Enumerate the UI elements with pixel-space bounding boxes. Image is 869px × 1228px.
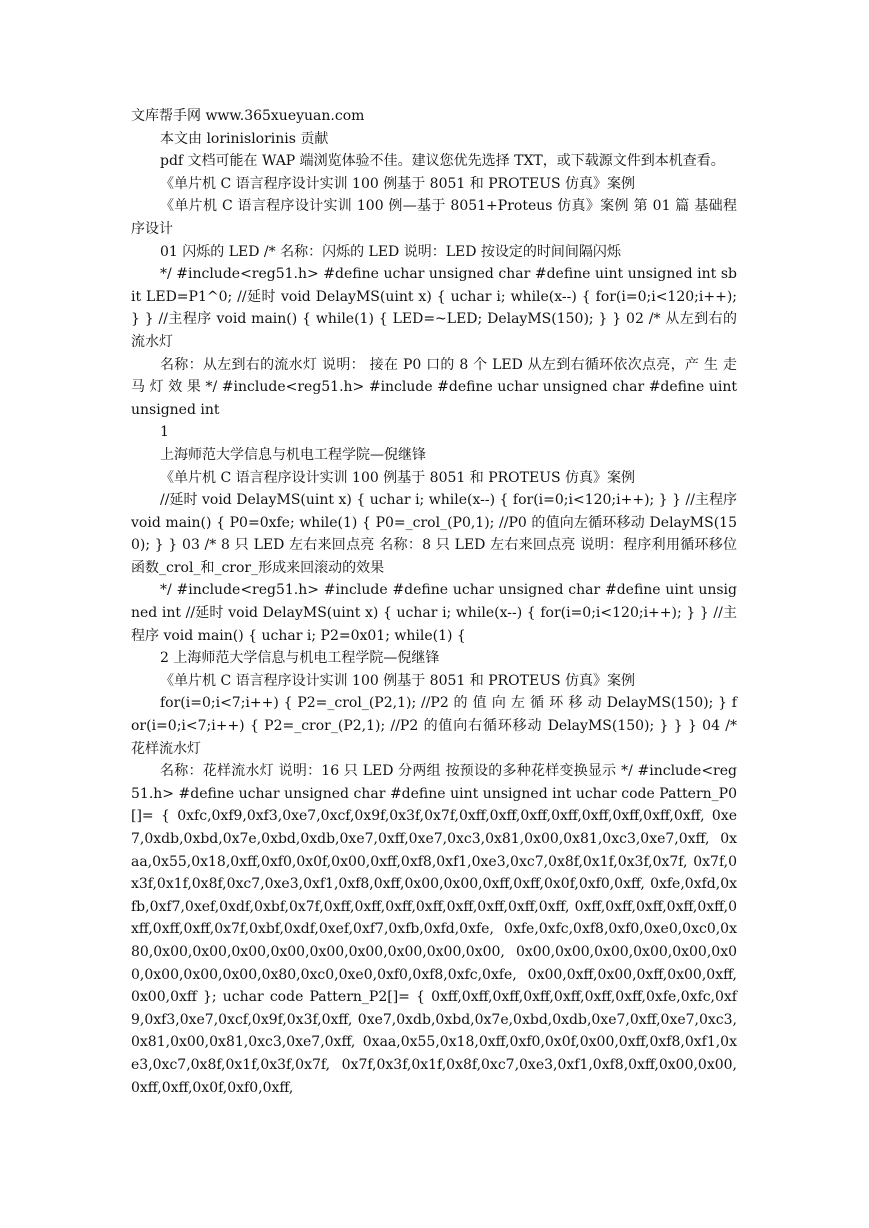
book-title-line: 《单片机 C 语言程序设计实训 100 例基于 8051 和 PROTEUS 仿真》案例 [160, 672, 636, 689]
site-header: 文库帮手网 www.365xueyuan.com [131, 108, 365, 124]
document-body [131, 105, 737, 1099]
page-footer-author: 2 上海师范大学信息与机电工程学院—倪继锋 [160, 650, 440, 667]
book-title-line: 《单片机 C 语言程序设计实训 100 例基于 8051 和 PROTEUS 仿真》案例 [160, 469, 636, 486]
example-02-code: //延时 void DelayMS(uint x) { uchar i; while(x--) { for(i=0;i<120;i++); } } //主程序 void main() { P0=0xfe; while(1) { P0=_crol_(P0,1); //P0 的值向左循环移动 DelayMS(150); } } 03 /* 8 只 LED 左右来回点亮 名称：8 只 LED 左右来回点亮 说明：程序利用循环移位函数_crol_和_cror_形成来回滚动的效果 [131, 492, 737, 576]
book-title-line: 《单片机 C 语言程序设计实训 100 例基于 8051 和 PROTEUS 仿真》案例 [160, 175, 636, 192]
page-footer-author: 上海师范大学信息与机电工程学院—倪继锋 [160, 446, 426, 463]
example-01-code: */ #include<reg51.h> #define uchar unsigned char #define uint unsigned int sbit LED=P1^0; //延时 void DelayMS(uint x) { uchar i; while(x--) { for(i=0;i<120;i++); } } //主程序 void main() { while(1) { LED=~LED; DelayMS(150); } } 02 /* 从左到右的流水灯 [131, 266, 737, 350]
example-02-description: 名称：从左到右的流水灯 说明： 接在 P0 口的 8 个 LED 从左到右循环依次点亮，产 生 走 马 灯 效 果 */ #include<reg51.h> #include #define uchar unsigned char #define uint unsigned int [131, 356, 737, 418]
example-04-code: 名称：花样流水灯 说明：16 只 LED 分两组 按预设的多种花样变换显示 */ #include<reg51.h> #define uchar unsigned char #define uint unsigned int uchar code Pattern_P0[]= { 0xfc,0xf9,0xf3,0xe7,0xcf,0x9f,0x3f,0x7f,0xff,0xff,0xff,0xff,0xff,0xff,0xff,0xff, 0xe7,0xdb,0xbd,0x7e,0xbd,0xdb,0xe7,0xff,0xe7,0xc3,0x81,0x00,0x81,0xc3,0xe7,0xff, 0xaa,0x55,0x18,0xff,0xf0,0x0f,0x00,0xff,0xf8,0xf1,0xe3,0xc7,0x8f,0x1f,0x3f,0x7f, 0x7f,0x3f,0x1f,0x8f,0xc7,0xe3,0xf1,0xf8,0xff,0x00,0x00,0xff,0xff,0x0f,0xf0,0xff, 0xfe,0xfd,0xfb,0xf7,0xef,0xdf,0xbf,0x7f,0xff,0xff,0xff,0xff,0xff,0xff,0xff,0xff, 0xff,0xff,0xff,0xff,0xff,0xff,0xff,0xff,0x7f,0xbf,0xdf,0xef,0xf7,0xfb,0xfd,0xfe, 0xfe,0xfc,0xf8,0xf0,0xe0,0xc0,0x80,0x00,0x00,0x00,0x00,0x00,0x00,0x00,0x00,0x00, 0x00,0x00,0x00,0x00,0x00,0x00,0x00,0x00,0x00,0x80,0xc0,0xe0,0xf0,0xf8,0xfc,0xfe, 0x00,0xff,0x00,0xff,0x00,0xff,0x00,0xff }; uchar code Pattern_P2[]= { 0xff,0xff,0xff,0xff,0xff,0xff,0xff,0xfe,0xfc,0xf9,0xf3,0xe7,0xcf,0x9f,0x3f,0xff, 0xe7,0xdb,0xbd,0x7e,0xbd,0xdb,0xe7,0xff,0xe7,0xc3,0x81,0x00,0x81,0xc3,0xe7,0xff, 0xaa,0x55,0x18,0xff,0xf0,0x0f,0x00,0xff,0xf8,0xf1,0xe3,0xc7,0x8f,0x1f,0x3f,0x7f, 0x7f,0x3f,0x1f,0x8f,0xc7,0xe3,0xf1,0xf8,0xff,0x00,0x00,0xff,0xff,0x0f,0xf0,0xff, [131, 763, 737, 1096]
page-number: 1 [160, 424, 169, 441]
chapter-heading: 《单片机 C 语言程序设计实训 100 例—基于 8051+Proteus 仿真》案例 第 01 篇 基础程序设计 [131, 198, 737, 237]
pdf-notice: pdf 文档可能在 WAP 端浏览体验不佳。建议您优先选择 TXT，或下载源文件到本机查看。 [160, 153, 725, 170]
contributor-line: 本文由 lorinislorinis 贡献 [160, 130, 329, 147]
example-01-heading: 01 闪烁的 LED /* 名称：闪烁的 LED 说明：LED 按设定的时间间隔闪烁 [160, 243, 621, 260]
example-03-loop-code: for(i=0;i<7;i++) { P2=_crol_(P2,1); //P2 的 值 向 左 循 环 移 动 DelayMS(150); } for(i=0;i<7;i++) { P2=_cror_(P2,1); //P2 的值向右循环移动 DelayMS(150); } } } 04 /* 花样流水灯 [131, 695, 737, 757]
example-03-code: */ #include<reg51.h> #include #define uchar unsigned char #define uint unsigned int //延时 void DelayMS(uint x) { uchar i; while(x--) { for(i=0;i<120;i++); } } //主程序 void main() { uchar i; P2=0x01; while(1) { [131, 582, 737, 644]
